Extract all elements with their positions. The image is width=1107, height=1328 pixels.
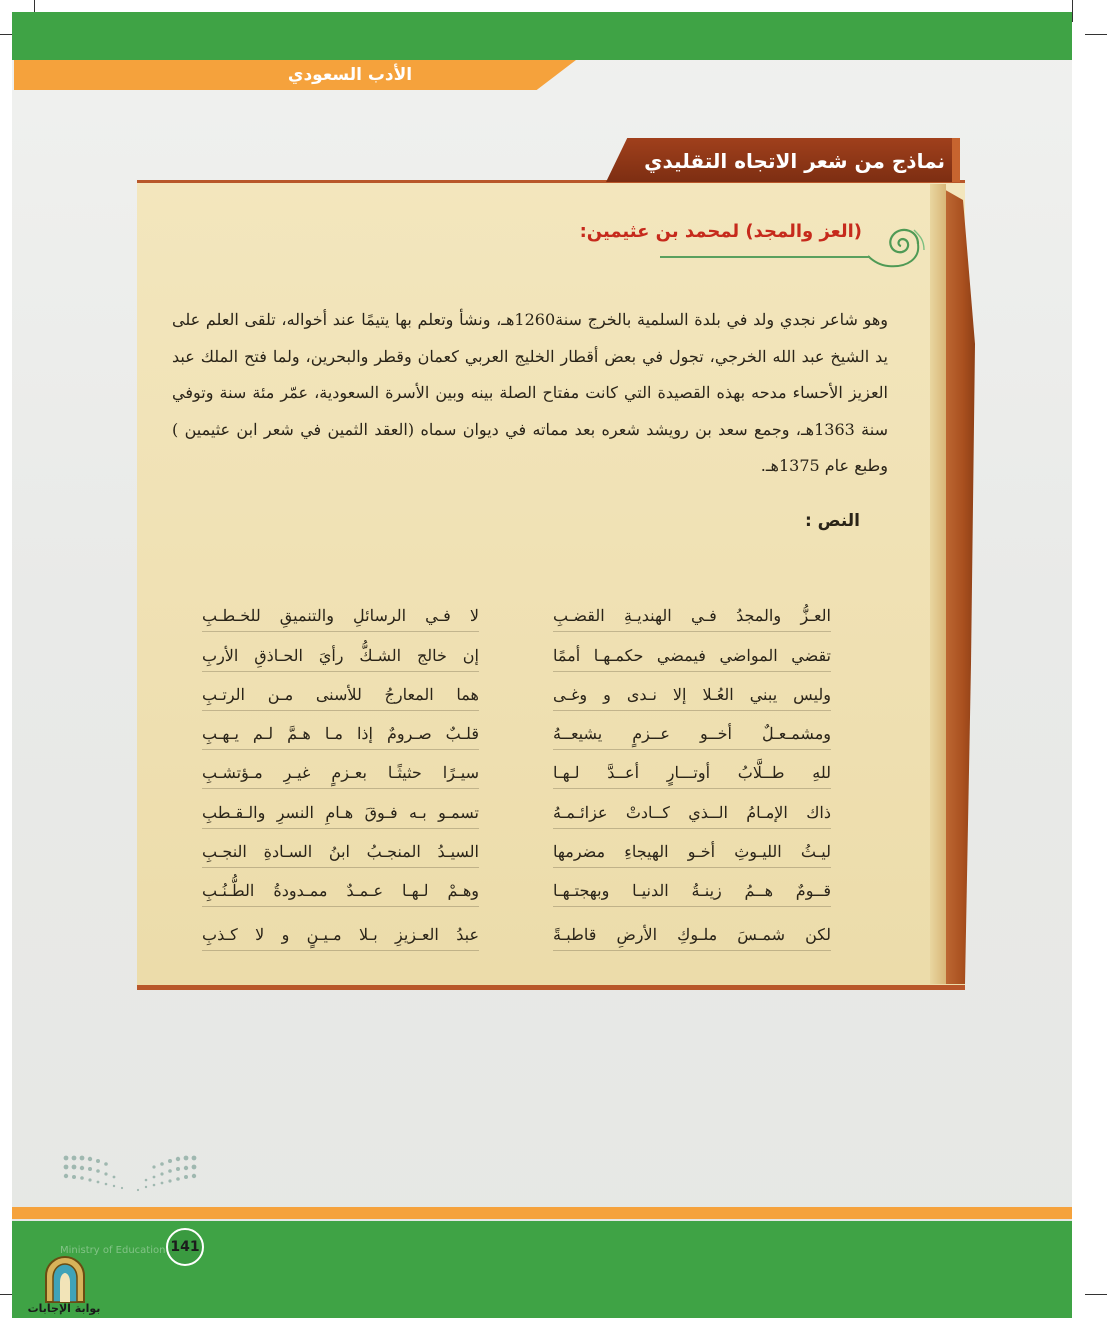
book-title: الأدب السعودي (287, 65, 413, 85)
verse-second-hemistich: عبدُ العـزيزِ بـلا مـيـنٍ و لا كـذبِ (202, 919, 479, 951)
verse-second-hemistich: إن خالج الشـكُّ رأيَ الحـاذقِ الأربِ (202, 640, 479, 672)
footer-orange-band (12, 1207, 1072, 1219)
crop-mark (1085, 1294, 1107, 1295)
logo-caption: بوابة الإجابات (27, 1302, 101, 1315)
verse-first-hemistich: للهِ طــلَّابُ أوتـــارٍ أعــدَّ لـهـا (553, 757, 831, 789)
verse-first-hemistich: تقضي المواضي فيمضي حكمـهـا أممًا (553, 640, 831, 672)
verse-second-hemistich: هما المعارجُ للأسنى مـن الرتـبِ (202, 679, 479, 711)
section-title: نماذج من شعر الاتجاه التقليدي (644, 149, 945, 173)
verse-first-hemistich: وليس يبني العُـلا إلا نـدى و وغـى (553, 679, 831, 711)
heading-underline (660, 256, 870, 258)
verse-first-hemistich: ذاك الإمـامُ الــذي كــادتْ عزائـمـهُ (553, 797, 831, 829)
verse-second-hemistich: سيـرًا حثيثًـا بعـزمٍ غيـرِ مـؤتشـبِ (202, 757, 479, 789)
verse-first-hemistich: قــومٌ هــمُ زينـةُ الدنيـا وبهجتـهـا (553, 875, 831, 907)
crop-mark (1072, 0, 1073, 22)
verse-first-hemistich: العـزُّ والمجدُ فـي الهنديـةِ القضـبِ (553, 600, 831, 632)
header-green-band (12, 12, 1072, 60)
verse-second-hemistich: وهـمْ لـهـا عـمـدٌ ممـدودةُ الطُّـنُـبِ (202, 875, 479, 907)
verse-second-hemistich: تسمـو بـه فـوقَ هـامِ النسرِ والـقـطبِ (202, 797, 479, 829)
crop-mark (1085, 34, 1107, 35)
page-number: 141 (166, 1228, 204, 1266)
swirl-ornament-icon (868, 210, 930, 276)
verse-first-hemistich: لكن شمـسَ ملـوكِ الأرضِ قاطبـةً (553, 919, 831, 951)
verse-second-hemistich: قلـبٌ صـرومٌ إذا مـا هـمَّ لـم يـهـبِ (202, 718, 479, 750)
poet-biography: وهو شاعر نجدي ولد في بلدة السلمية بالخرج سنة1260هـ، ونشأ وتعلم بها يتيمًا عند أخواله، تلقى العلم على يد الشيخ عبد الله الخرجي، تجول في بعض أقطار الخليج العربي كعمان وقطر والبحرين، ولما فتح الملك عبد العزيز الأحساء مدحه بهذه القصيدة التي كانت مفتاح الصلة بينه وبين الأسرة السعودية، عمّر مئة سنة وتوفي سنة 1363هـ، وجمع سعد بن رويشد شعره بعد مماته في ديوان سماه (العقد الثمين في شعر ابن عثيمين ) وطبع عام 1375هـ. (172, 310, 889, 475)
verse-second-hemistich: السيـدُ المنجـبُ ابنُ السـادةِ النجـبِ (202, 836, 479, 868)
poem-heading: (العز والمجد) لمحمد بن عثيمين: (579, 221, 862, 242)
verse-second-hemistich: لا فـي الرسائلِ والتنميقِ للخـطـبِ (202, 600, 479, 632)
verse-first-hemistich: ومشمـعـلٌ أخــو عــزمٍ يشيعــهُ (553, 718, 831, 750)
ministry-watermark: Ministry of Education (60, 1245, 166, 1256)
text-label: النص : (804, 511, 860, 531)
panel-curl-inner (930, 184, 946, 984)
verse-first-hemistich: ليـثُ الليـوثِ أخـو الهيجاءِ مضرمها (553, 836, 831, 868)
ministry-dots-logo-icon (62, 1152, 198, 1200)
answers-gate-logo-icon (42, 1254, 88, 1304)
